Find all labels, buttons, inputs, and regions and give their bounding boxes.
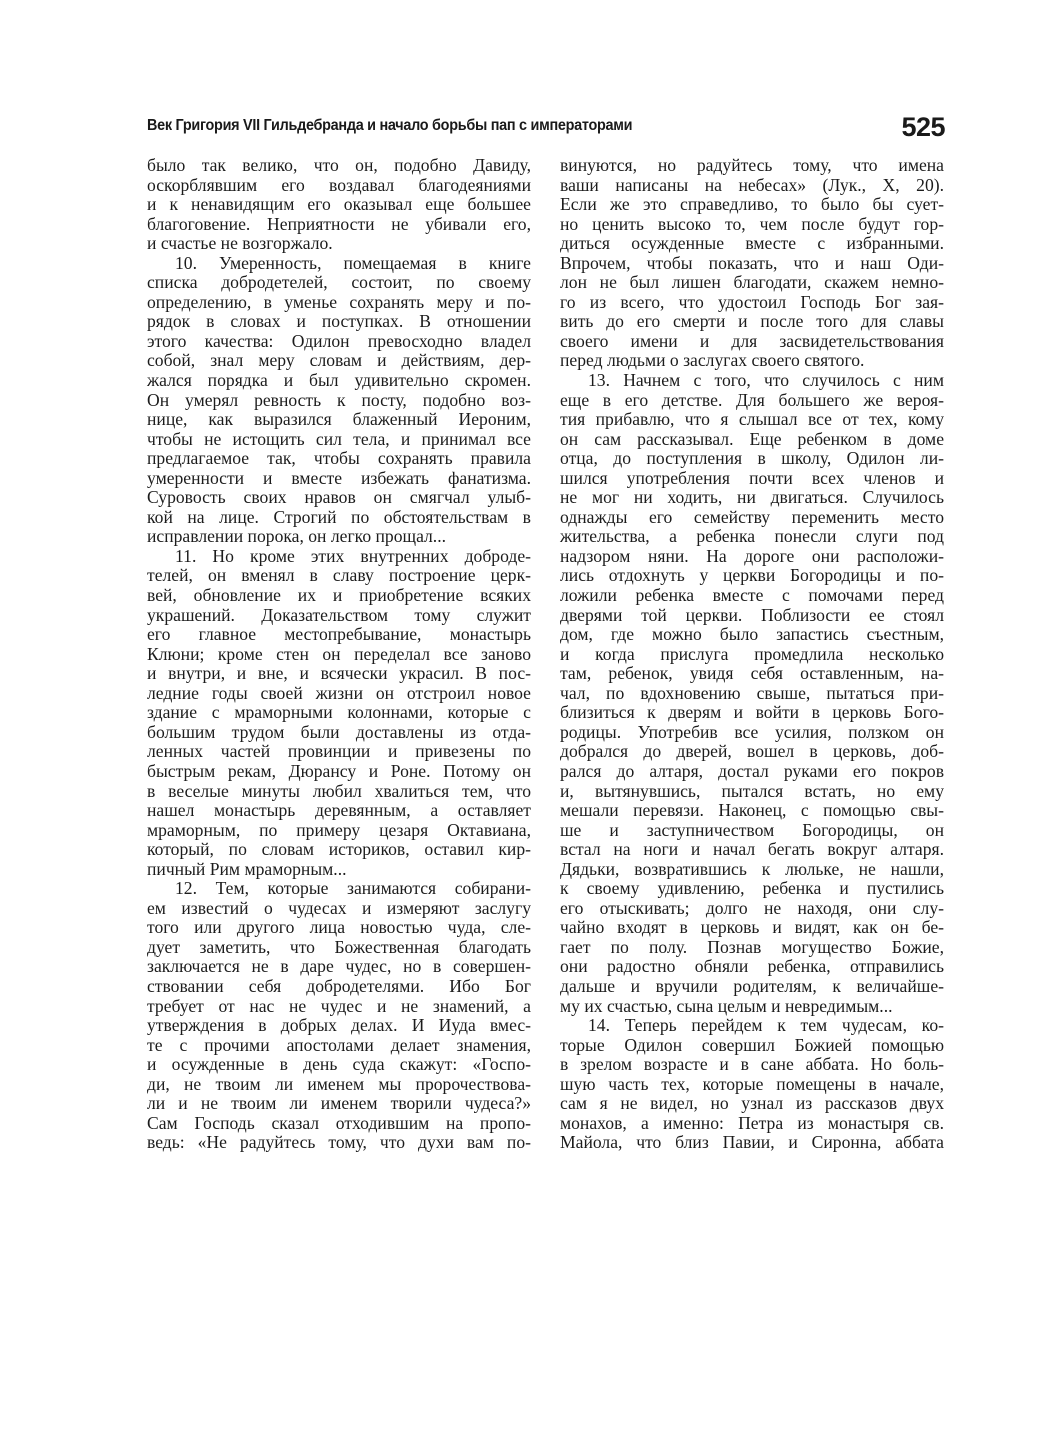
text-line: Клюни; кроме стен он переделал все заново	[147, 643, 531, 664]
text-line: быстрым рекам, Дюрансу и Роне. Потому он	[147, 760, 531, 781]
text-line: он сам рассказывал. Еще ребенком в доме	[560, 428, 944, 449]
text-line: лись отдохнуть у церкви Богородицы и по-	[560, 565, 944, 586]
text-line: ледние годы своей жизни он отстроил новое	[147, 682, 531, 703]
text-line: тия прибавлю, что я слышал все от тех, кому	[560, 409, 944, 430]
text-line: встал на ноги и начал бегать вокруг алтаря.	[560, 839, 944, 860]
text-line: рядок в словах и поступках. В отношении	[147, 311, 531, 332]
text-line: близиться к дверям и войти в церковь Бого-	[560, 702, 944, 723]
text-line: дом, где можно было запастись съестным,	[560, 624, 944, 645]
text-line: там, ребенок, увидя себя оставленным, на-	[560, 663, 944, 684]
text-line: ведь: «Не радуйтесь тому, что духи вам по-	[147, 1132, 531, 1153]
text-line: утверждения в добрых делах. И Иуда вмес-	[147, 1015, 531, 1036]
text-line: вить до его смерти и после того для славы	[560, 311, 944, 332]
text-line: дверями той церкви. Поблизости ее стоял	[560, 604, 944, 625]
text-line: и, вытянувшись, пытался встать, но ему	[560, 780, 944, 801]
text-line: и к ненавидящим его оказывал еще большее	[147, 194, 531, 215]
text-line: Майола, что близ Павии, и Сиронна, аббата	[560, 1132, 944, 1153]
text-line: который, по словам историков, оставил кир-	[147, 839, 531, 860]
text-line: ложили ребенка вместе с помочами перед	[560, 585, 944, 606]
paragraph-start-line: 12. Тем, которые занимаются собирани-	[175, 878, 531, 899]
text-line: ше и заступничеством Богородицы, он	[560, 819, 944, 840]
text-line: определению, в уменье сохранять меру и по-	[147, 291, 531, 312]
text-line: Если же это справедливо, то было бы сует-	[560, 194, 944, 215]
left-text-column	[147, 156, 531, 1153]
text-line: чайно входят в церковь и видят, как он бе-	[560, 917, 944, 938]
text-line: умеренности и вместе избежать фанатизма.	[147, 467, 531, 488]
text-line: жался порядка и был удивительно скромен.	[147, 370, 531, 391]
text-line: сам я не видел, но узнал из рассказов двух	[560, 1093, 944, 1114]
text-line: и когда прислуга промедлила несколько	[560, 643, 944, 664]
text-line: винуются, но радуйтесь тому, что имена	[560, 155, 944, 175]
text-line: не мог ни ходить, ни двигаться. Случилось	[560, 487, 944, 508]
text-line: му их счастью, сына целым и невредимым...	[560, 995, 893, 1016]
running-header	[147, 114, 947, 144]
paragraph-start-line: 13. Начнем с того, что случилось с ним	[588, 370, 944, 391]
text-line: здание с мраморными колоннами, которые с	[147, 702, 531, 723]
text-line: его отыскивать; долго не находя, они слу-	[560, 897, 944, 918]
text-line: и осужденные в день суда скажут: «Госпо-	[147, 1054, 531, 1075]
text-line: требует от нас не чудес и не знамений, а	[147, 995, 531, 1016]
text-line: к своему удивлению, ребенка и пустились	[560, 878, 944, 899]
text-line: ленных частей провинции и привезены по	[147, 741, 531, 762]
text-line: надзором няни. На дороге они расположи-	[560, 545, 944, 566]
text-line: перед людьми о заслугах своего святого.	[560, 350, 865, 371]
text-line: добрался до дверей, вошел в церковь, доб-	[560, 741, 944, 762]
text-line: лон не был лишен благодати, скажем немно-	[560, 272, 944, 293]
text-line: рался до алтаря, достал руками его покров	[560, 760, 944, 781]
text-line: Он умерял ревность к посту, подобно воз-	[147, 389, 531, 410]
text-line: гает по полу. Познав могущество Божие,	[560, 936, 944, 957]
text-line: го из всего, что удостоил Господь Бог зая-	[560, 291, 944, 312]
text-line: было так велико, что он, подобно Давиду,	[147, 155, 531, 175]
text-line: благоговение. Неприятности не убивали его,	[147, 213, 531, 234]
paragraph-start-line: 14. Теперь перейдем к тем чудесам, ко-	[588, 1015, 944, 1036]
text-line: его главное местопребывание, монастырь	[147, 624, 531, 645]
text-line: и внутри, и вне, и всячески украсил. В пос-	[147, 663, 531, 684]
text-line: Дядьки, возвратившись к люльке, не нашли,	[560, 858, 944, 879]
text-line: шую часть тех, которые помещены в начале,	[560, 1073, 944, 1094]
text-line: жительства, а ребенка понесли слуги под	[560, 526, 944, 547]
text-line: ем известий о чудесах и измеряют заслугу	[147, 897, 531, 918]
text-line: в веселые минуты любил хвалиться тем, что	[147, 780, 531, 801]
text-line: дальше и вручили родителям, к величайше-	[560, 975, 944, 996]
page-number: 525	[901, 112, 945, 142]
running-title: Век Григория VII Гильдебранда и начало борьбы пап с императорами	[147, 117, 633, 134]
text-line: большим трудом были доставлены из отда-	[147, 721, 531, 742]
text-line: нашел монастырь деревянным, а оставляет	[147, 800, 531, 821]
text-line: украшений. Доказательством тому служит	[147, 604, 531, 625]
text-line: Сам Господь сказал отходившим на пропо-	[147, 1112, 531, 1133]
text-line: в зрелом возрасте и в сане аббата. Но боль-	[560, 1054, 944, 1075]
text-line: пичный Рим мраморным...	[147, 858, 347, 879]
text-line: они радостно обняли ребенка, отправились	[560, 956, 944, 977]
text-line: диться осужденные вместе с избранными.	[560, 233, 944, 254]
text-line: вей, обновление их и приобретение всяких	[147, 585, 531, 606]
text-line: мраморным, по примеру цезаря Октавиана,	[147, 819, 531, 840]
text-line: списка добродетелей, состоит, по своему	[147, 272, 531, 293]
text-line: чтобы не истощить сил тела, и принимал все	[147, 428, 531, 449]
text-line: те с прочими апостолами делает знамения,	[147, 1034, 531, 1055]
text-line: предлагаемое так, чтобы сохранять правила	[147, 448, 531, 469]
text-line: ваши написаны на небесах» (Лук., X, 20).	[560, 174, 944, 195]
text-line: Впрочем, чтобы показать, что и наш Оди-	[560, 252, 944, 273]
text-line: мешали перевязи. Наконец, с помощью свы-	[560, 800, 944, 821]
paragraph-start-line: 10. Умеренность, помещаемая в книге	[175, 252, 531, 273]
text-line: но ценить высоко то, чем после будут гор-	[560, 213, 944, 234]
text-line: родицы. Употребив все усилия, ползком он	[560, 721, 944, 742]
text-line: однажды его семейству переменить место	[560, 506, 944, 527]
text-line: этого качества: Одилон превосходно владел	[147, 330, 531, 351]
text-line: телей, он вменял в славу построение церк-	[147, 565, 531, 586]
text-line: кой на лице. Строгий по обстоятельствам в	[147, 506, 531, 527]
text-line: ствовании себя добродетелями. Ибо Бог	[147, 975, 531, 996]
text-line: шился употребления почти всех членов и	[560, 467, 944, 488]
text-line: оскорблявшим его воздавал благодеяниями	[147, 174, 531, 195]
text-line: еще в его детстве. Для большего же вероя-	[560, 389, 944, 410]
text-line: и счастье не возгоржало.	[147, 233, 333, 254]
paragraph-start-line: 11. Но кроме этих внутренних доброде-	[175, 545, 531, 566]
text-line: нице, как выразился блаженный Иероним,	[147, 409, 531, 430]
text-line: собой, знал меру словам и действиям, дер-	[147, 350, 531, 371]
text-line: дует заметить, что Божественная благодать	[147, 936, 531, 957]
text-line: ли и не твоим ли именем творили чудеса?»	[147, 1093, 531, 1114]
right-text-column	[560, 156, 944, 1153]
text-line: отца, до поступления в школу, Одилон ли-	[560, 448, 944, 469]
text-line: ди, не твоим ли именем мы пророчествова-	[147, 1073, 531, 1094]
text-line: Суровость своих нравов он смягчал улыб-	[147, 487, 531, 508]
text-line: монахов, а именно: Петра из монастыря св.	[560, 1112, 944, 1133]
text-line: того или другого лица новостью чуда, сле-	[147, 917, 531, 938]
text-line: своего имени и для засвидетельствования	[560, 330, 944, 351]
text-line: заключается не в даре чудес, но в совершен-	[147, 956, 531, 977]
text-line: чал, по вдохновению свыше, пытаться при-	[560, 682, 944, 703]
text-line: исправлении порока, он легко прощал...	[147, 526, 447, 547]
text-line: торые Одилон совершил Божией помощью	[560, 1034, 944, 1055]
